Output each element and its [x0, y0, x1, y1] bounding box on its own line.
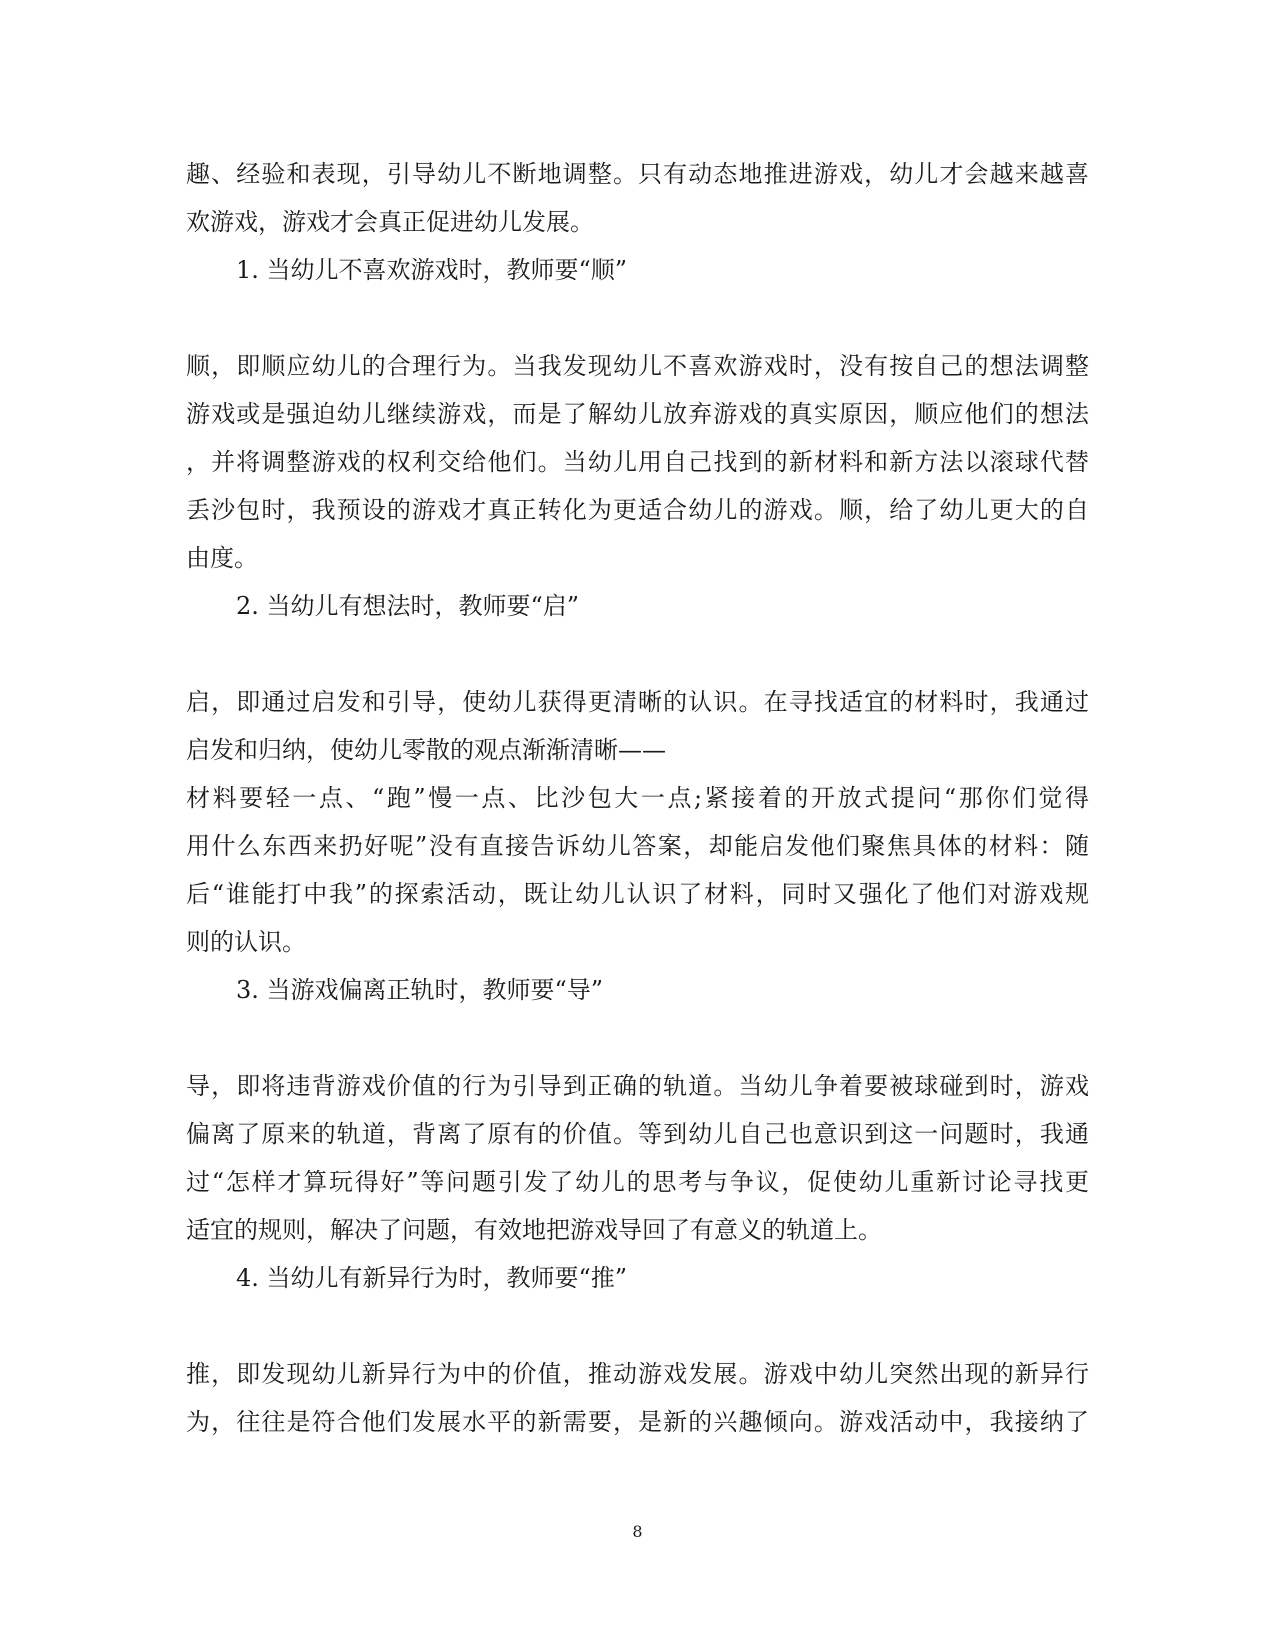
- body-text-line: 启发和归纳，使幼儿零散的观点渐渐清晰——: [186, 736, 666, 764]
- blank-line: [186, 1014, 1089, 1062]
- body-text-line: 游戏或是强迫幼儿继续游戏，而是了解幼儿放弃游戏的真实原因，顺应他们的想法: [186, 400, 1089, 428]
- page-number: 8: [632, 1522, 643, 1541]
- body-text-line: 偏离了原来的轨道，背离了原有的价值。等到幼儿自己也意识到这一问题时，我通: [186, 1120, 1089, 1148]
- section-heading: 1. 当幼儿不喜欢游戏时，教师要“顺”: [236, 256, 628, 284]
- body-text-line: ，并将调整游戏的权利交给他们。当幼儿用自己找到的新材料和新方法以滚球代替: [186, 448, 1089, 476]
- body-text-line: 启，即通过启发和引导，使幼儿获得更清晰的认识。在寻找适宜的材料时，我通过: [186, 688, 1089, 716]
- body-text-line: 用什么东西来扔好呢”没有直接告诉幼儿答案，却能启发他们聚焦具体的材料：随: [186, 832, 1089, 860]
- body-text-line: 后“谁能打中我”的探索活动，既让幼儿认识了材料，同时又强化了他们对游戏规: [186, 880, 1089, 908]
- body-text-line: 适宜的规则，解决了问题，有效地把游戏导回了有意义的轨道上。: [186, 1216, 882, 1244]
- section-heading: 2. 当幼儿有想法时，教师要“启”: [236, 592, 580, 620]
- body-text-line: 推，即发现幼儿新异行为中的价值，推动游戏发展。游戏中幼儿突然出现的新异行: [186, 1360, 1089, 1388]
- document-body: [186, 150, 1089, 1446]
- body-text-line: 趣、经验和表现，引导幼儿不断地调整。只有动态地推进游戏，幼儿才会越来越喜: [186, 160, 1089, 188]
- body-text-line: 导，即将违背游戏价值的行为引导到正确的轨道。当幼儿争着要被球碰到时，游戏: [186, 1072, 1089, 1100]
- blank-line: [186, 294, 1089, 342]
- section-heading: 3. 当游戏偏离正轨时，教师要“导”: [236, 976, 604, 1004]
- blank-line: [186, 630, 1089, 678]
- body-text-line: 由度。: [186, 544, 258, 572]
- blank-line: [186, 1302, 1089, 1350]
- body-text-line: 材料要轻一点、“跑”慢一点、比沙包大一点;紧接着的开放式提问“那你们觉得: [186, 784, 1089, 812]
- body-text-line: 过“怎样才算玩得好”等问题引发了幼儿的思考与争议，促使幼儿重新讨论寻找更: [186, 1168, 1089, 1196]
- body-text-line: 顺，即顺应幼儿的合理行为。当我发现幼儿不喜欢游戏时，没有按自己的想法调整: [186, 352, 1089, 380]
- body-text-line: 丢沙包时，我预设的游戏才真正转化为更适合幼儿的游戏。顺，给了幼儿更大的自: [186, 496, 1089, 524]
- body-text-line: 为，往往是符合他们发展水平的新需要，是新的兴趣倾向。游戏活动中，我接纳了: [186, 1408, 1089, 1436]
- section-heading: 4. 当幼儿有新异行为时，教师要“推”: [236, 1264, 628, 1292]
- body-text-line: 则的认识。: [186, 928, 306, 956]
- body-text-line: 欢游戏，游戏才会真正促进幼儿发展。: [186, 208, 594, 236]
